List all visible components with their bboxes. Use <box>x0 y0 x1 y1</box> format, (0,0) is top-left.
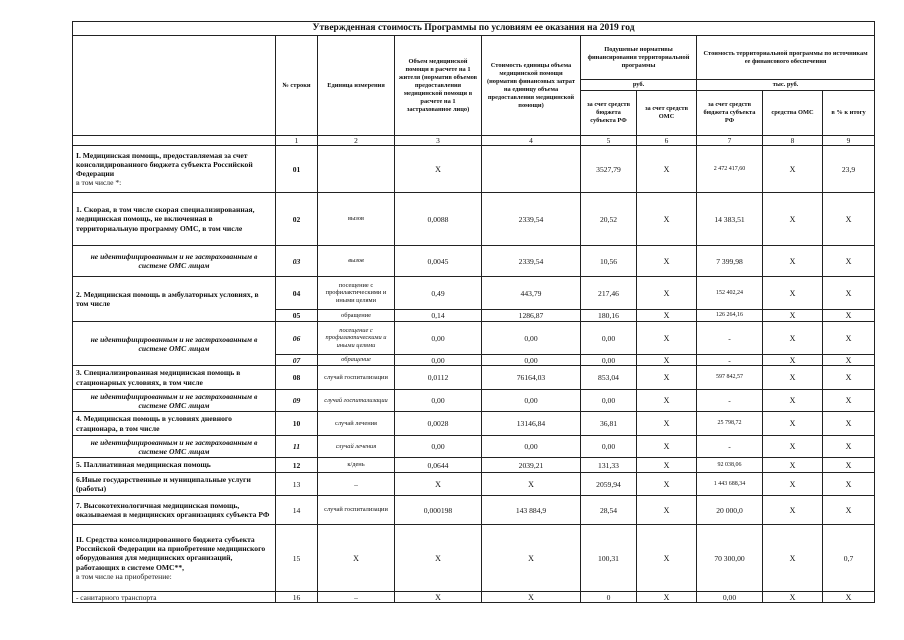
row-pc-oms: Х <box>637 322 697 355</box>
row-code: 09 <box>276 390 318 412</box>
table-title: Утвержденная стоимость Программы по условиям ее оказания на 2019 год <box>73 22 875 36</box>
row-unit-cost: 2339,54 <box>482 246 581 277</box>
row-unit: Х <box>318 525 395 592</box>
row-pg-pct: Х <box>823 322 875 355</box>
row-name: - санитарного транспорта <box>73 592 276 603</box>
row-pg-oms: Х <box>763 496 823 525</box>
table-row <box>73 525 875 592</box>
row-unit-cost: 143 884,9 <box>482 496 581 525</box>
row-pg-budget: - <box>697 436 763 458</box>
header-unit-cost: Стоимость единицы объема медицинской помощи (норматив финансовых затрат на единицу объема предоставления медицинской помощи) <box>482 36 581 136</box>
row-pg-oms: Х <box>763 458 823 473</box>
table-row <box>73 193 875 246</box>
row-pc-oms: Х <box>637 310 697 322</box>
row-code: 14 <box>276 496 318 525</box>
table-row <box>73 277 875 310</box>
row-pg-budget: 597 842,57 <box>697 366 763 390</box>
row-pg-budget: - <box>697 322 763 355</box>
table-row <box>73 592 875 603</box>
column-number: 3 <box>395 136 482 146</box>
row-name: 4. Медицинская помощь в условиях дневного стационара, в том числе <box>73 412 276 436</box>
row-volume: 0,0028 <box>395 412 482 436</box>
row-pg-budget: 7 399,98 <box>697 246 763 277</box>
row-pg-pct: Х <box>823 366 875 390</box>
table-row <box>73 412 875 436</box>
row-volume: 0,00 <box>395 322 482 355</box>
table-row <box>73 473 875 496</box>
row-pg-budget: 20 000,0 <box>697 496 763 525</box>
row-unit-cost: 0,00 <box>482 355 581 366</box>
row-volume: Х <box>395 525 482 592</box>
row-volume: 0,00 <box>395 390 482 412</box>
row-pg-budget: 70 300,00 <box>697 525 763 592</box>
row-unit: обращение <box>318 310 395 322</box>
row-code: 01 <box>276 146 318 193</box>
row-unit-cost: 13146,84 <box>482 412 581 436</box>
row-unit: случай госпитализации <box>318 390 395 412</box>
row-pc-oms: Х <box>637 390 697 412</box>
header-per-capita: Подушевые нормативы финансирования территориальной программы <box>581 36 697 80</box>
row-pc-oms: Х <box>637 246 697 277</box>
row-unit-cost: 0,00 <box>482 322 581 355</box>
row-unit: случай госпитализации <box>318 496 395 525</box>
row-code: 05 <box>276 310 318 322</box>
row-volume: 0,49 <box>395 277 482 310</box>
row-volume: 0,000198 <box>395 496 482 525</box>
row-pc-budget: 0,00 <box>581 322 637 355</box>
row-pg-budget: 92 038,06 <box>697 458 763 473</box>
row-name: не идентифицированным и не застрахованным в системе ОМС лицам <box>73 322 276 366</box>
row-pc-budget: 0 <box>581 592 637 603</box>
row-pg-pct: Х <box>823 193 875 246</box>
row-unit: – <box>318 592 395 603</box>
row-pc-oms: Х <box>637 277 697 310</box>
row-unit-cost: 2039,21 <box>482 458 581 473</box>
row-code: 06 <box>276 322 318 355</box>
row-pg-pct: 0,7 <box>823 525 875 592</box>
row-pc-budget: 10,56 <box>581 246 637 277</box>
row-unit: посещение с профилактическими и иными целями <box>318 322 395 355</box>
row-unit <box>318 146 395 193</box>
table-row <box>73 246 875 277</box>
header-blank <box>73 36 276 136</box>
row-unit-cost <box>482 146 581 193</box>
table-row <box>73 322 875 355</box>
row-pc-budget: 217,46 <box>581 277 637 310</box>
table-row <box>73 366 875 390</box>
row-pg-pct: Х <box>823 592 875 603</box>
row-pc-budget: 28,54 <box>581 496 637 525</box>
column-number: 1 <box>276 136 318 146</box>
row-pg-budget: 14 383,51 <box>697 193 763 246</box>
row-pc-budget: 131,33 <box>581 458 637 473</box>
row-pg-oms: Х <box>763 436 823 458</box>
column-number: 8 <box>763 136 823 146</box>
cost-table-sheet <box>72 21 874 603</box>
row-pg-pct: Х <box>823 496 875 525</box>
row-pg-oms: Х <box>763 366 823 390</box>
row-unit: вызов <box>318 246 395 277</box>
row-pg-pct: Х <box>823 436 875 458</box>
row-unit-cost: Х <box>482 473 581 496</box>
row-volume: 0,0112 <box>395 366 482 390</box>
row-pc-oms: Х <box>637 458 697 473</box>
row-pg-budget: 1 443 688,34 <box>697 473 763 496</box>
row-unit: посещение с профилактическими и иными целями <box>318 277 395 310</box>
row-unit: случай госпитализации <box>318 366 395 390</box>
row-name: не идентифицированным и не застрахованным в системе ОМС лицам <box>73 390 276 412</box>
header-row-num: № строки <box>276 36 318 136</box>
row-volume: 0,0644 <box>395 458 482 473</box>
column-number: 9 <box>823 136 875 146</box>
row-code: 03 <box>276 246 318 277</box>
row-pg-budget: 25 798,72 <box>697 412 763 436</box>
row-code: 11 <box>276 436 318 458</box>
row-unit-cost: 443,79 <box>482 277 581 310</box>
row-pg-oms: Х <box>763 146 823 193</box>
row-pg-oms: Х <box>763 390 823 412</box>
row-pc-oms: Х <box>637 193 697 246</box>
row-pg-oms: Х <box>763 193 823 246</box>
row-pc-oms: Х <box>637 473 697 496</box>
table-row <box>73 146 875 193</box>
row-pg-budget: 126 264,16 <box>697 310 763 322</box>
table-row <box>73 458 875 473</box>
row-code: 02 <box>276 193 318 246</box>
row-pg-oms: Х <box>763 246 823 277</box>
row-pg-pct: Х <box>823 458 875 473</box>
row-pg-budget: 0,00 <box>697 592 763 603</box>
row-pg-oms: Х <box>763 525 823 592</box>
column-number: 6 <box>637 136 697 146</box>
row-name: I. Медицинская помощь, предоставляемая за счет консолидированного бюджета субъекта Российской Федерации в том числе *: <box>73 146 276 193</box>
row-pc-oms: Х <box>637 496 697 525</box>
row-unit: случай лечения <box>318 436 395 458</box>
row-pc-oms: Х <box>637 525 697 592</box>
header-volume: Объем медицинской помощи в расчете на 1 жителя (норматив объемов предоставления медицинской помощи в расчете на 1 застрахованное лицо) <box>395 36 482 136</box>
cost-table <box>72 21 875 603</box>
row-name: 1. Скорая, в том числе скорая специализированная, медицинская помощь, не включенная в территориальную программу ОМС, в том числе <box>73 193 276 246</box>
row-pc-oms: Х <box>637 412 697 436</box>
row-volume: 0,00 <box>395 436 482 458</box>
row-code: 10 <box>276 412 318 436</box>
row-pc-oms: Х <box>637 592 697 603</box>
row-pc-budget: 0,00 <box>581 436 637 458</box>
row-unit: – <box>318 473 395 496</box>
row-pc-budget: 853,04 <box>581 366 637 390</box>
row-unit-cost: 2339,54 <box>482 193 581 246</box>
row-code: 07 <box>276 355 318 366</box>
row-unit: случай лечения <box>318 412 395 436</box>
header-pg-pct: в % к итогу <box>823 91 875 136</box>
column-number: 4 <box>482 136 581 146</box>
header-pg-budget: за счет средств бюджета субъекта РФ <box>697 91 763 136</box>
row-pg-oms: Х <box>763 473 823 496</box>
row-pc-oms: Х <box>637 355 697 366</box>
row-pg-oms: Х <box>763 412 823 436</box>
row-unit-cost: 76164,03 <box>482 366 581 390</box>
header-unit: Единица измерения <box>318 36 395 136</box>
row-name: не идентифицированным и не застрахованным в системе ОМС лицам <box>73 436 276 458</box>
row-unit-cost: 0,00 <box>482 390 581 412</box>
row-pg-oms: Х <box>763 355 823 366</box>
header-pc-budget: за счет средств бюджета субъекта РФ <box>581 91 637 136</box>
row-unit: обращение <box>318 355 395 366</box>
row-name: не идентифицированным и не застрахованным в системе ОМС лицам <box>73 246 276 277</box>
header-program-cost: Стоимость территориальной программы по источникам ее финансового обеспечения <box>697 36 875 80</box>
row-pg-oms: Х <box>763 310 823 322</box>
row-unit: к/день <box>318 458 395 473</box>
row-code: 16 <box>276 592 318 603</box>
column-number: 5 <box>581 136 637 146</box>
row-pc-budget: 0,00 <box>581 390 637 412</box>
row-pc-oms: Х <box>637 366 697 390</box>
row-pg-pct: Х <box>823 390 875 412</box>
row-unit-cost: 0,00 <box>482 436 581 458</box>
row-code: 15 <box>276 525 318 592</box>
row-name: 7. Высокотехнологичная медицинская помощь, оказываемая в медицинских организациях субъекта РФ <box>73 496 276 525</box>
row-code: 04 <box>276 277 318 310</box>
table-row <box>73 390 875 412</box>
header-per-capita-unit: руб. <box>581 80 697 91</box>
row-pc-budget: 20,52 <box>581 193 637 246</box>
row-pg-budget: 152 402,24 <box>697 277 763 310</box>
row-unit: вызов <box>318 193 395 246</box>
row-pg-pct: Х <box>823 246 875 277</box>
row-unit-cost: 1286,87 <box>482 310 581 322</box>
row-volume: Х <box>395 146 482 193</box>
row-volume: Х <box>395 592 482 603</box>
row-code: 13 <box>276 473 318 496</box>
header-pg-oms: средства ОМС <box>763 91 823 136</box>
table-row <box>73 496 875 525</box>
row-pg-budget: - <box>697 355 763 366</box>
row-pc-oms: Х <box>637 146 697 193</box>
row-pg-pct: Х <box>823 310 875 322</box>
row-volume: 0,00 <box>395 355 482 366</box>
row-name: 2. Медицинская помощь в амбулаторных условиях, в том числе <box>73 277 276 322</box>
column-number-blank <box>73 136 276 146</box>
row-pg-oms: Х <box>763 592 823 603</box>
column-numbers-row <box>73 136 875 146</box>
row-pg-pct: Х <box>823 473 875 496</box>
row-pg-oms: Х <box>763 322 823 355</box>
row-pg-pct: 23,9 <box>823 146 875 193</box>
column-number: 2 <box>318 136 395 146</box>
row-pg-budget: - <box>697 390 763 412</box>
row-volume: 0,0088 <box>395 193 482 246</box>
row-code: 08 <box>276 366 318 390</box>
row-pc-budget: 3527,79 <box>581 146 637 193</box>
header-pc-oms: за счет средств ОМС <box>637 91 697 136</box>
row-volume: Х <box>395 473 482 496</box>
row-pg-pct: Х <box>823 412 875 436</box>
header-program-unit: тыс. руб. <box>697 80 875 91</box>
column-number: 7 <box>697 136 763 146</box>
row-unit-cost: Х <box>482 592 581 603</box>
row-pc-budget: 100,31 <box>581 525 637 592</box>
row-pc-budget: 36,81 <box>581 412 637 436</box>
row-pc-oms: Х <box>637 436 697 458</box>
row-name: 6.Иные государственные и муниципальные услуги (работы) <box>73 473 276 496</box>
row-volume: 0,14 <box>395 310 482 322</box>
row-pg-oms: Х <box>763 277 823 310</box>
row-name: 3. Специализированная медицинская помощь в стационарных условиях, в том числе <box>73 366 276 390</box>
row-pc-budget: 180,16 <box>581 310 637 322</box>
row-volume: 0,0045 <box>395 246 482 277</box>
row-pg-budget: 2 472 417,60 <box>697 146 763 193</box>
row-unit-cost: Х <box>482 525 581 592</box>
table-row <box>73 436 875 458</box>
row-pc-budget: 2059,94 <box>581 473 637 496</box>
row-name: 5. Паллиативная медицинская помощь <box>73 458 276 473</box>
row-pg-pct: Х <box>823 355 875 366</box>
row-pg-pct: Х <box>823 277 875 310</box>
row-code: 12 <box>276 458 318 473</box>
row-pc-budget: 0,00 <box>581 355 637 366</box>
row-name: II. Средства консолидированного бюджета субъекта Российской Федерации на приобретение медицинского оборудования для медицинских организаций, работающих в системе ОМС**, в том числе на приобретение: <box>73 525 276 592</box>
